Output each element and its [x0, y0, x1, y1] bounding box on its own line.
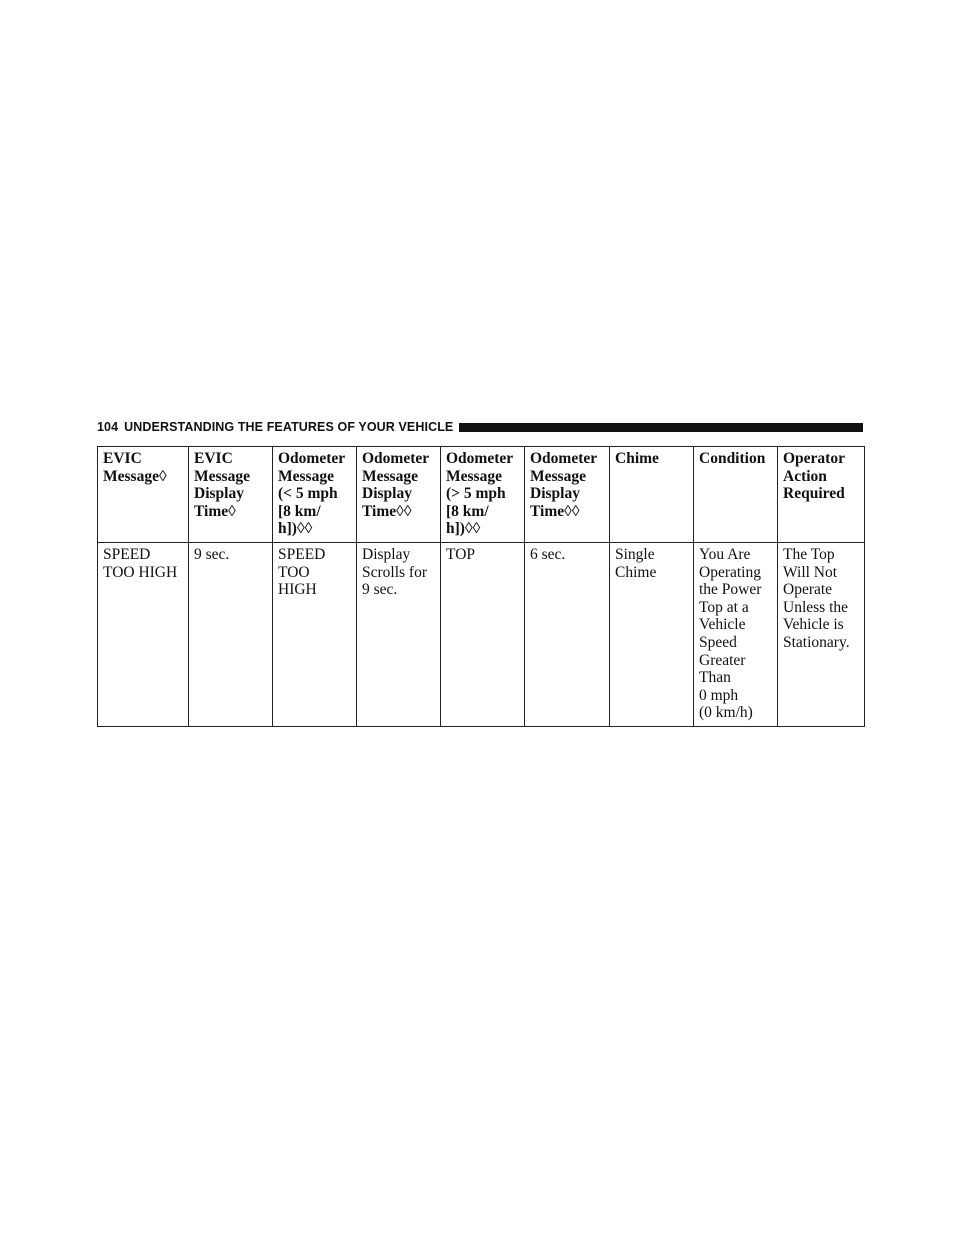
cell-odometer-message-low: SPEED TOO HIGH: [273, 542, 357, 726]
header-operator-action: Operator Action Required: [778, 447, 865, 543]
header-evic-display-time: EVIC Message Display Time◊: [189, 447, 273, 543]
header-rule: [459, 423, 863, 432]
cell-evic-message: SPEED TOO HIGH: [98, 542, 189, 726]
header-condition: Condition: [694, 447, 778, 543]
header-odometer-message-high: Odometer Message (> 5 mph [8 km/ h])◊◊: [441, 447, 525, 543]
cell-odometer-display-time-low: Display Scrolls for 9 sec.: [357, 542, 441, 726]
section-title: UNDERSTANDING THE FEATURES OF YOUR VEHICLE: [124, 420, 454, 434]
cell-evic-display-time: 9 sec.: [189, 542, 273, 726]
cell-chime: Single Chime: [610, 542, 694, 726]
header-odometer-message-low: Odometer Message (< 5 mph [8 km/ h])◊◊: [273, 447, 357, 543]
evic-message-table: [97, 446, 865, 727]
page-header: [97, 418, 863, 436]
cell-odometer-message-high: TOP: [441, 542, 525, 726]
header-chime: Chime: [610, 447, 694, 543]
cell-odometer-display-time-high: 6 sec.: [525, 542, 610, 726]
header-odometer-display-time-high: Odometer Message Display Time◊◊: [525, 447, 610, 543]
header-odometer-display-time-low: Odometer Message Display Time◊◊: [357, 447, 441, 543]
header-evic-message: EVIC Message◊: [98, 447, 189, 543]
page-number: 104: [97, 420, 119, 434]
table-row: [98, 542, 865, 726]
cell-operator-action: The Top Will Not Operate Unless the Vehicle is Stationary.: [778, 542, 865, 726]
cell-condition: You Are Operating the Power Top at a Vehicle Speed Greater Than 0 mph (0 km/h): [694, 542, 778, 726]
table-header-row: [98, 447, 865, 543]
